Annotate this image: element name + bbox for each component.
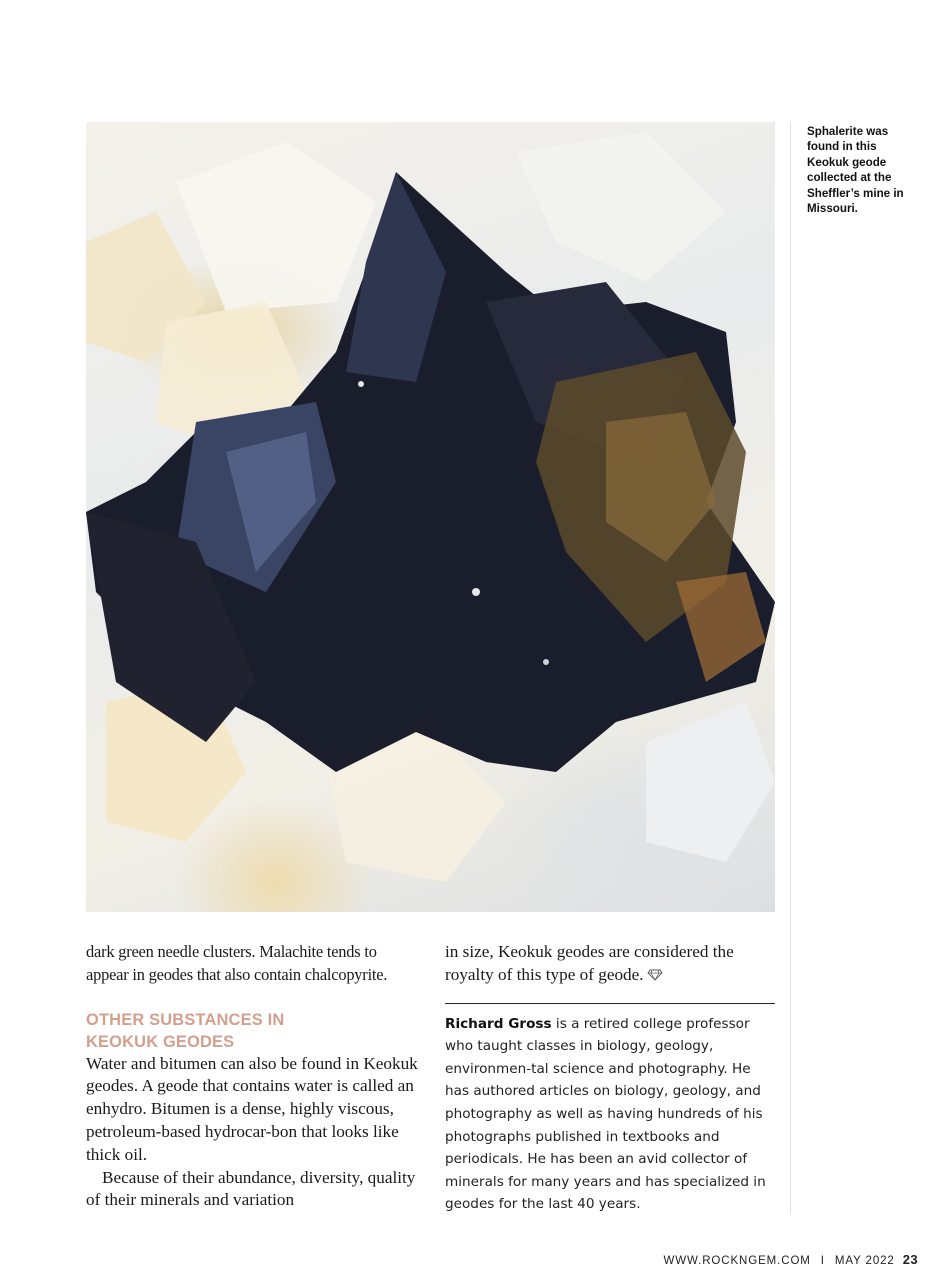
crystal-illustration [86, 122, 775, 912]
sidebar-divider [790, 122, 791, 1214]
sphalerite-geode-photo [86, 122, 775, 912]
footer-website: WWW.ROCKNGEM.COM [663, 1255, 811, 1267]
page-footer [664, 1252, 919, 1267]
article-intro-text: dark green needle clusters. Malachite tends to appear in geodes that also contain chalcopyrite. [86, 942, 388, 984]
article-paragraph: Water and bitumen can also be found in Keokuk geodes. A geode that contains water is called an enhydro. Bitumen is a dense, highly viscous, petroleum-based hydrocar-bon that looks like thick oil. [86, 1053, 418, 1164]
article-paragraph: Because of their abundance, diversity, quality of their minerals and variation [86, 1167, 416, 1210]
article-closing [445, 941, 775, 987]
article-closing-text: in size, Keokuk geodes are considered the royalty of this type of geode. [445, 942, 734, 984]
section-heading: OTHER SUBSTANCES IN KEOKUK GEODES [86, 1010, 285, 1051]
footer-separator: I [820, 1255, 825, 1267]
article-right-column [445, 941, 775, 1216]
article-left-column [86, 941, 418, 1212]
author-bio [445, 1013, 775, 1216]
gem-icon [647, 969, 663, 981]
photo-caption: Sphalerite was found in this Keokuk geode collected at the Sheffler’s mine in Missouri. [807, 125, 904, 216]
author-bio-text: is a retired college professor who taught classes in biology, geology, environmen-tal science and photography. He has authored articles on biology, geology, and photography as well as having hundreds of his photographs published in textbooks and periodicals. He has been an avid collector of minerals for many years and has specialized in geodes for the last 40 years. [445, 1015, 766, 1213]
page-number: 23 [902, 1252, 918, 1267]
author-name: Richard Gross [445, 1015, 552, 1032]
footer-issue: MAY 2022 [834, 1255, 895, 1267]
bio-divider [445, 1003, 775, 1004]
